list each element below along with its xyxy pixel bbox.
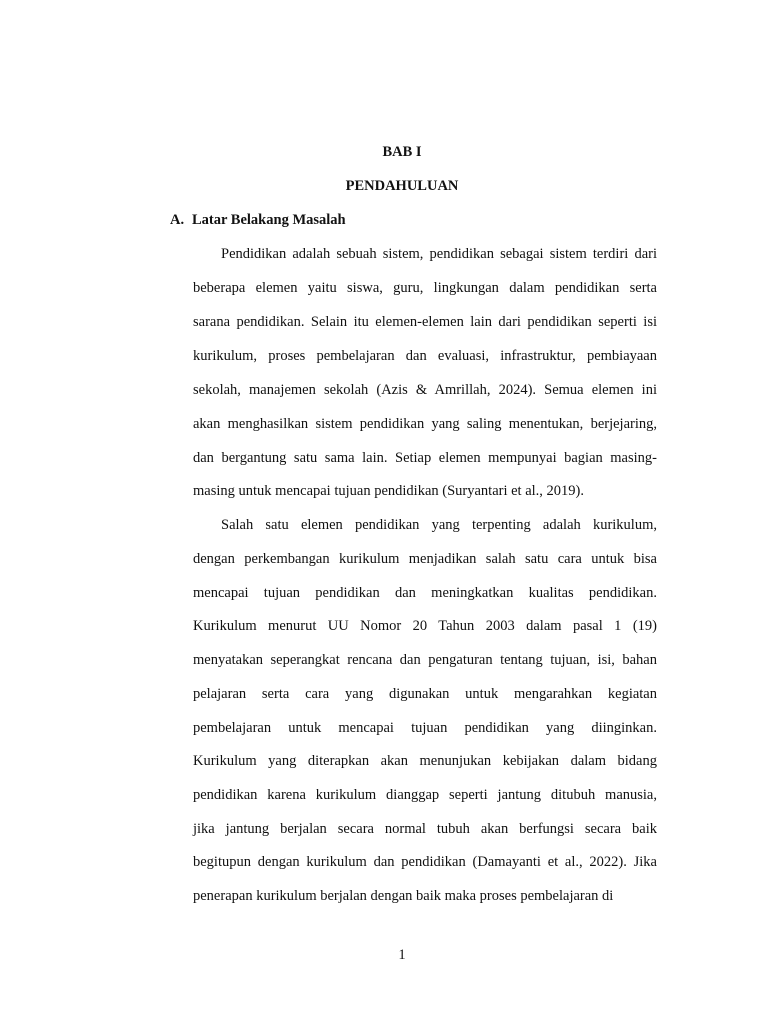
- paragraph-line: Salah satu elemen pendidikan yang terpenting adalah kurikulum,: [221, 517, 657, 533]
- paragraph-line: sarana pendidikan. Selain itu elemen-elemen lain dari pendidikan seperti isi: [193, 314, 657, 330]
- paragraph-line: kurikulum, proses pembelajaran dan evaluasi, infrastruktur, pembiayaan: [193, 348, 657, 364]
- paragraph-line: dengan perkembangan kurikulum menjadikan salah satu cara untuk bisa: [193, 551, 657, 567]
- paragraph-line: Kurikulum yang diterapkan akan menunjukan kebijakan dalam bidang: [193, 753, 657, 769]
- paragraph-line: pendidikan karena kurikulum dianggap seperti jantung ditubuh manusia,: [193, 787, 657, 803]
- section-label: A.: [170, 212, 185, 228]
- paragraph-line: Pendidikan adalah sebuah sistem, pendidikan sebagai sistem terdiri dari: [221, 246, 657, 262]
- page-number: 1: [398, 947, 406, 963]
- paragraph-line: jika jantung berjalan secara normal tubuh akan berfungsi secara baik: [193, 821, 657, 837]
- section-heading: [170, 211, 346, 229]
- paragraph-line: akan menghasilkan sistem pendidikan yang saling menentukan, berjejaring,: [193, 416, 657, 432]
- paragraph-line: menyatakan seperangkat rencana dan pengaturan tentang tujuan, isi, bahan: [193, 652, 657, 668]
- paragraph-line: pembelajaran untuk mencapai tujuan pendidikan yang diinginkan.: [193, 720, 657, 736]
- paragraph-line: penerapan kurikulum berjalan dengan baik maka proses pembelajaran di: [193, 888, 614, 904]
- section-title: Latar Belakang Masalah: [192, 212, 346, 228]
- paragraph-line: dan bergantung satu sama lain. Setiap elemen mempunyai bagian masing-: [193, 450, 657, 466]
- paragraph-line: Kurikulum menurut UU Nomor 20 Tahun 2003 dalam pasal 1 (19): [193, 618, 657, 634]
- paragraph-line: beberapa elemen yaitu siswa, guru, lingkungan dalam pendidikan serta: [193, 280, 657, 296]
- paragraph-line: mencapai tujuan pendidikan dan meningkatkan kualitas pendidikan.: [193, 585, 657, 601]
- paragraph-line: pelajaran serta cara yang digunakan untuk mengarahkan kegiatan: [193, 686, 657, 702]
- paragraph-line: sekolah, manajemen sekolah (Azis & Amrillah, 2024). Semua elemen ini: [193, 382, 657, 398]
- paragraph-line: masing untuk mencapai tujuan pendidikan (Suryantari et al., 2019).: [193, 483, 584, 499]
- chapter-title: PENDAHULUAN: [345, 178, 459, 194]
- chapter-number: BAB I: [382, 144, 422, 160]
- paragraph-line: begitupun dengan kurikulum dan pendidikan (Damayanti et al., 2022). Jika: [193, 854, 657, 870]
